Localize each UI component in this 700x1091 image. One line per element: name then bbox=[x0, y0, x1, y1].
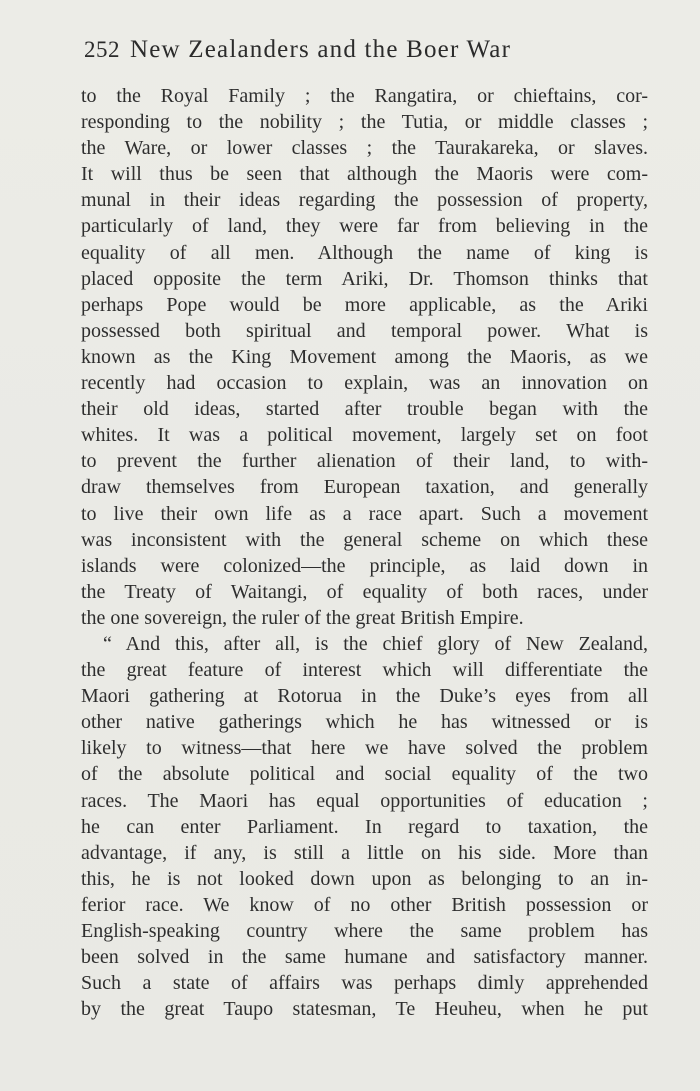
text-line: races. The Maori has equal opportunities of education ; bbox=[81, 789, 648, 812]
text-line: draw themselves from European taxation, and generally bbox=[81, 476, 648, 499]
text-line: perhaps Pope would be more applicable, as the Ariki bbox=[81, 293, 648, 316]
text-line: been solved in the same humane and satisfactory manner. bbox=[81, 946, 648, 969]
text-line: It will thus be seen that although the Maoris were com- bbox=[81, 163, 648, 186]
text-line: Such a state of affairs was perhaps dimly apprehended bbox=[81, 972, 648, 995]
paragraph-last-line: the one sovereign, the ruler of the great British Empire. bbox=[81, 606, 524, 629]
text-line: known as the King Movement among the Maoris, as we bbox=[81, 345, 648, 368]
text-line: he can enter Parliament. In regard to taxation, the bbox=[81, 815, 648, 838]
text-line: the Ware, or lower classes ; the Taurakareka, or slaves. bbox=[81, 137, 648, 160]
text-line: whites. It was a political movement, largely set on foot bbox=[81, 424, 648, 447]
text-line: other native gatherings which he has witnessed or is bbox=[81, 711, 648, 734]
text-line: their old ideas, started after trouble began with the bbox=[81, 398, 648, 421]
text-line: particularly of land, they were far from believing in the bbox=[81, 215, 648, 238]
text-line: munal in their ideas regarding the possession of property, bbox=[81, 189, 648, 212]
page-header bbox=[84, 36, 624, 70]
body-text bbox=[81, 83, 648, 1022]
text-line: to prevent the further alienation of their land, to with- bbox=[81, 450, 648, 473]
text-line: responding to the nobility ; the Tutia, or middle classes ; bbox=[81, 111, 648, 134]
paragraph-first-line: “ And this, after all, is the chief glory of New Zealand, bbox=[103, 632, 648, 655]
text-line: recently had occasion to explain, was an innovation on bbox=[81, 372, 648, 395]
running-title: New Zealanders and the Boer War bbox=[130, 36, 512, 63]
text-line: advantage, if any, is still a little on his side. More than bbox=[81, 841, 648, 864]
text-line: this, he is not looked down upon as belonging to an in- bbox=[81, 867, 648, 890]
text-line: by the great Taupo statesman, Te Heuheu, when he put bbox=[81, 998, 648, 1021]
text-line: English-speaking country where the same problem has bbox=[81, 920, 648, 942]
text-line: equality of all men. Although the name of king is bbox=[81, 241, 648, 264]
text-line: to live their own life as a race apart. Such a movement bbox=[81, 502, 648, 525]
text-line: placed opposite the term Ariki, Dr. Thomson thinks that bbox=[81, 267, 648, 290]
page-number: 252 bbox=[84, 37, 120, 62]
text-line: to the Royal Family ; the Rangatira, or chieftains, cor- bbox=[81, 85, 648, 107]
text-line: Maori gathering at Rotorua in the Duke’s eyes from all bbox=[81, 685, 648, 708]
text-line: possessed both spiritual and temporal power. What is bbox=[81, 319, 648, 342]
text-line: the Treaty of Waitangi, of equality of both races, under bbox=[81, 580, 648, 603]
text-line: the great feature of interest which will differentiate the bbox=[81, 659, 648, 682]
text-line: ferior race. We know of no other British possession or bbox=[81, 893, 648, 916]
text-line: islands were colonized—the principle, as laid down in bbox=[81, 554, 648, 577]
text-line: was inconsistent with the general scheme on which these bbox=[81, 528, 648, 551]
text-line: of the absolute political and social equality of the two bbox=[81, 763, 648, 786]
text-line: likely to witness—that here we have solved the problem bbox=[81, 737, 648, 760]
